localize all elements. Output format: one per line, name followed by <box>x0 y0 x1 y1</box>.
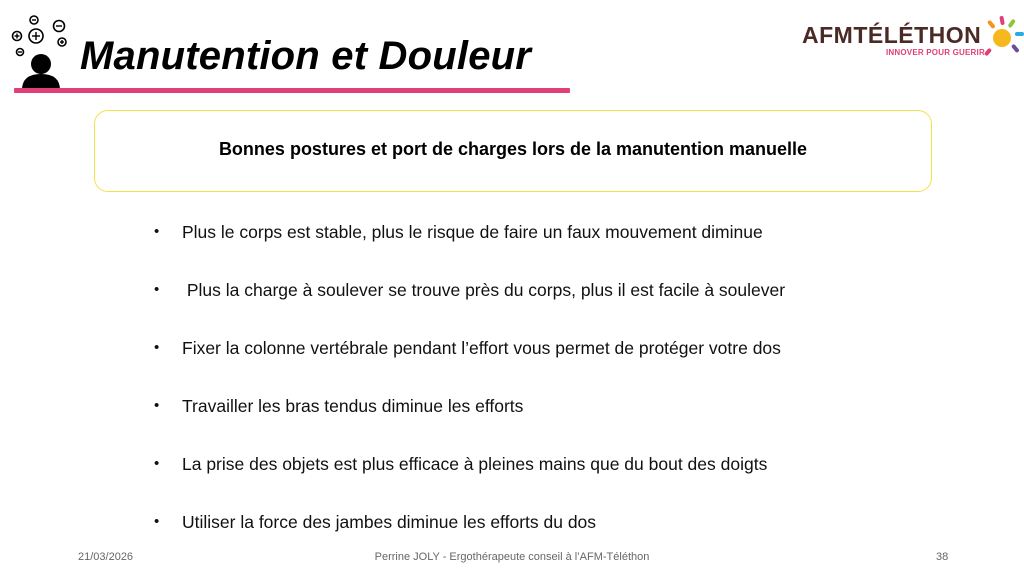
bullet-text: Utiliser la force des jambes diminue les efforts du dos <box>182 512 597 532</box>
logo-text: AFMTÉLÉTHON <box>802 22 982 48</box>
bullet-dot: • <box>154 513 160 530</box>
logo-tagline: INNOVER POUR GUERIR <box>886 48 985 57</box>
bullet-dot: • <box>154 223 160 240</box>
list-item <box>154 336 914 394</box>
bullet-dot: • <box>154 455 160 472</box>
bullet-text: Fixer la colonne vertébrale pendant l’effort vous permet de protéger votre dos <box>182 338 781 358</box>
subtitle-box <box>94 110 932 192</box>
bullet-dot: • <box>154 281 160 298</box>
subtitle: Bonnes postures et port de charges lors de la manutention manuelle <box>218 138 808 159</box>
list-item <box>154 220 914 278</box>
page-number: 38 <box>936 551 949 563</box>
footer-author: Perrine JOLY - Ergothérapeute conseil à l’AFM-Téléthon <box>374 551 650 563</box>
bullet-dot: • <box>154 397 160 414</box>
list-item <box>154 452 914 510</box>
bullet-text: Travailler les bras tendus diminue les efforts <box>182 396 524 416</box>
bullet-list <box>154 220 914 568</box>
list-item <box>154 278 914 336</box>
logo-sun-icon <box>984 12 1024 62</box>
bullet-text: Plus la charge à soulever se trouve près du corps, plus il est facile à soulever <box>182 280 786 300</box>
title-underline <box>14 88 570 93</box>
bullet-text: Plus le corps est stable, plus le risque de faire un faux mouvement diminue <box>182 222 763 242</box>
bullet-dot: • <box>154 339 160 356</box>
list-item <box>154 394 914 452</box>
afm-telethon-logo <box>802 12 1022 64</box>
page-title: Manutention et Douleur <box>80 34 532 78</box>
person-thinking-icon <box>8 14 74 90</box>
footer-date: 21/03/2026 <box>78 551 134 563</box>
bullet-text: La prise des objets est plus efficace à pleines mains que du bout des doigts <box>182 454 768 474</box>
